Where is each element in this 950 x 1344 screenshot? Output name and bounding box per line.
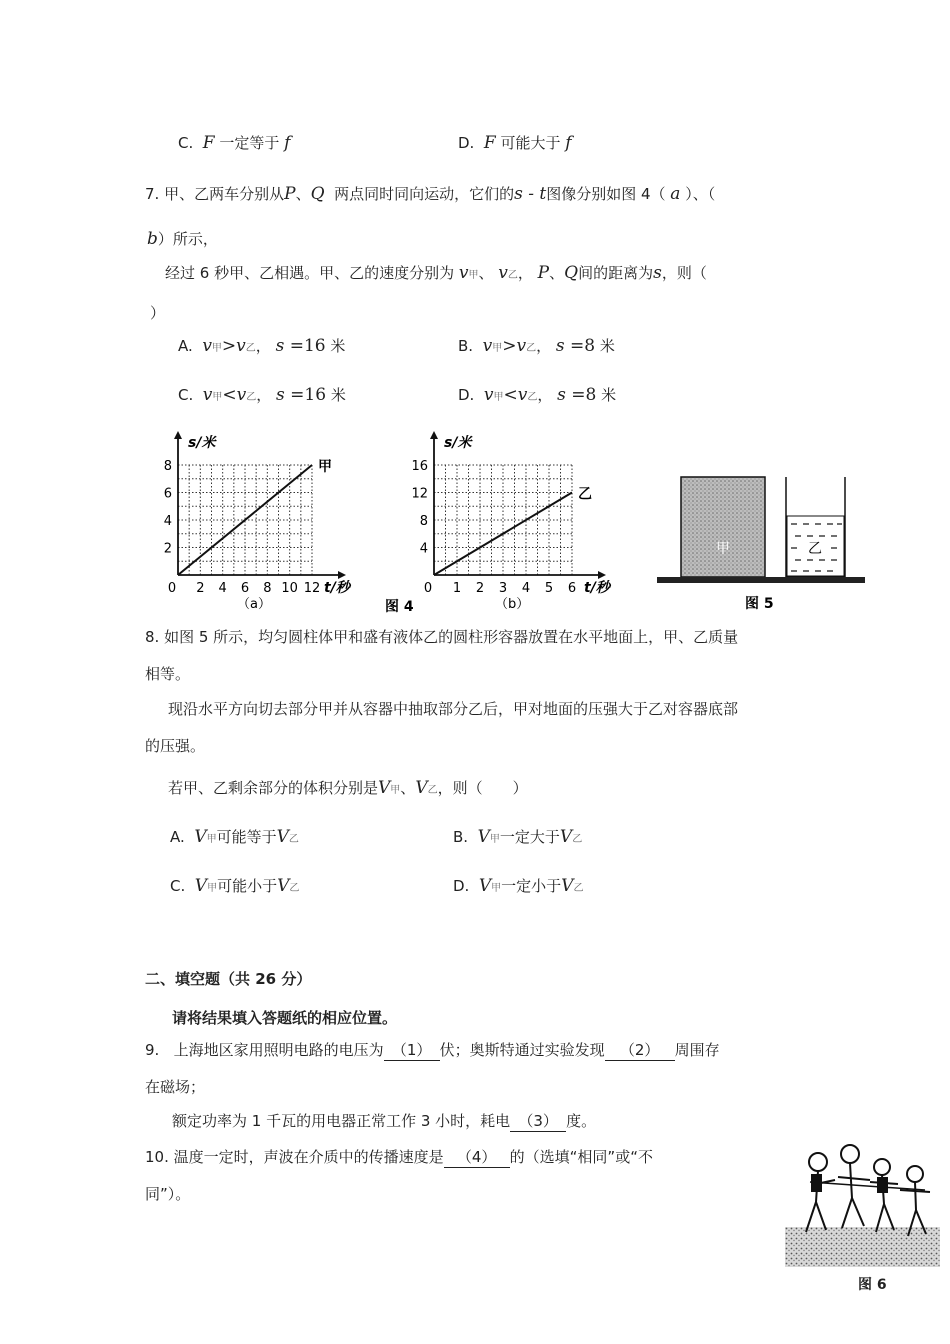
y-axis-label: s/米 (188, 435, 216, 451)
cylinder-jia (681, 477, 765, 577)
x-tick-label: 6 (240, 581, 250, 596)
cylinder-jia-label: 甲 (716, 541, 730, 557)
y-tick-label: 8 (419, 514, 428, 529)
sub-caption: （b） (495, 597, 530, 612)
value: 8 (585, 385, 597, 405)
math-Q: Q (310, 184, 325, 204)
question-number: 8. (145, 628, 160, 646)
x-axis-label: t/秒 (324, 580, 350, 596)
y-tick-label: 4 (419, 541, 428, 557)
subscript: 甲 (212, 392, 223, 403)
stem-text: 额定功率为 1 千瓦的用电器正常工作 3 小时，耗电 (172, 1112, 511, 1130)
math-V: V (378, 778, 391, 798)
math-a: a (670, 184, 681, 204)
stem-text: 如图 5 所示，均匀圆柱体甲和盛有液体乙的圆柱形容器放置在水平地面上，甲、乙质量 (164, 628, 739, 646)
y-tick-label: 4 (163, 514, 172, 529)
math-V: V (561, 876, 574, 896)
figure-5 (657, 477, 865, 612)
math-st: s - t (514, 184, 547, 204)
y-tick-label: 16 (411, 459, 428, 474)
math-f: f (284, 133, 291, 153)
math-v: v (202, 385, 213, 405)
question-number: 7. (145, 185, 160, 203)
x-tick-label: 6 (567, 581, 577, 596)
x-tick-label: 12 (303, 581, 321, 596)
subscript: 乙 (527, 392, 538, 403)
math-s-eq: s = (555, 336, 585, 356)
stem-text: 间的距离为 (578, 264, 654, 282)
x-tick-label: 10 (281, 581, 298, 596)
figure-5-caption: 图 5 (745, 596, 774, 612)
subscript: 乙 (427, 785, 438, 796)
subscript: 乙 (288, 834, 299, 845)
answer-blank-3[interactable]: （3） (510, 1110, 566, 1132)
option-label: A. (170, 828, 185, 846)
math-s-eq: s = (557, 385, 586, 405)
stem-text: 的（选填“相同”或“不 (509, 1148, 653, 1166)
subscript: 甲 (489, 834, 500, 845)
math-v: v (483, 385, 494, 405)
series-label: 甲 (318, 459, 332, 475)
y-axis-arrow (430, 431, 438, 439)
subscript: 甲 (492, 343, 503, 354)
stem-text: 甲、乙两车分别从 (164, 185, 285, 203)
series-label: 乙 (578, 486, 592, 503)
subscript: 甲 (206, 834, 217, 845)
figure-6-caption: 图 6 (858, 1277, 887, 1293)
q8-stem-line3: 现沿水平方向切去部分甲并从容器中抽取部分乙后，甲对地面的压强大于乙对容器底部 (168, 700, 739, 718)
option-label: D. (453, 877, 470, 895)
subscript: 甲 (468, 270, 479, 281)
subscript: 乙 (573, 883, 584, 894)
math-s-eq: s = (275, 336, 304, 356)
y-tick-label: 12 (411, 486, 428, 502)
subscript: 乙 (526, 343, 537, 354)
subscript: 乙 (245, 343, 256, 354)
subscript: 乙 (246, 392, 257, 403)
q7-option-b: B. v甲>v乙， s =8 米 (458, 336, 615, 356)
q8-option-d (453, 875, 583, 896)
relation: < (222, 385, 237, 405)
x-tick-label: 5 (544, 581, 554, 596)
q9-line1 (145, 1039, 720, 1061)
x-axis-arrow (338, 571, 346, 579)
sep: 、 (478, 264, 494, 282)
math-V: V (194, 876, 208, 896)
q7-stem-line3: 经过 6 秒甲、乙相遇。甲、乙的速度分别为 v甲、 v乙， P、Q间的距离为s，则（ (165, 263, 707, 283)
sep: 、 (549, 264, 565, 282)
option-label: D. (458, 134, 475, 152)
q8-option-b (453, 826, 582, 847)
ground-hatch (785, 1227, 940, 1267)
math-F: F (202, 133, 215, 153)
option-text: 一定小于 (501, 877, 562, 895)
math-v: v (482, 336, 493, 356)
q8-stem-line4: 的压强。 (145, 737, 206, 755)
subscript: 甲 (211, 343, 222, 354)
value: 16 (303, 336, 326, 356)
option-label: C. (178, 134, 194, 152)
option-text: 一定大于 (499, 828, 560, 846)
math-V: V (276, 827, 289, 847)
math-s-eq: s = (276, 385, 305, 405)
x-tick-label: 2 (475, 581, 485, 596)
math-v: v (236, 385, 247, 405)
math-P: P (284, 184, 296, 204)
subscript: 乙 (572, 834, 583, 845)
stem-text: ）所示， (157, 230, 218, 248)
subscript: 甲 (390, 785, 401, 796)
math-V: V (194, 827, 207, 847)
q8-stem-line5 (168, 777, 528, 798)
x-tick-label: 1 (452, 581, 462, 596)
y-axis-arrow (174, 431, 182, 439)
math-v: v (516, 336, 527, 356)
subscript: 乙 (507, 270, 518, 281)
x-axis-label: t/秒 (584, 580, 610, 596)
q8-stem-line2: 相等。 (145, 665, 191, 683)
x-axis-arrow (598, 571, 606, 579)
unit: 米 (599, 337, 615, 355)
option-label: B. (453, 828, 469, 846)
option-text: 一定等于 (219, 134, 280, 152)
y-tick-label: 2 (163, 541, 172, 557)
q7-option-a: A. v甲>v乙， s =16 米 (178, 336, 346, 356)
q8-stem-line1 (145, 626, 738, 647)
q7-option-c: C. v甲<v乙， s =16 米 (178, 385, 346, 405)
relation: > (502, 336, 517, 356)
y-axis-label: s/米 (444, 435, 472, 451)
subscript: 甲 (207, 883, 218, 894)
math-v: v (202, 336, 212, 356)
x-tick-label: 4 (521, 581, 531, 596)
figure-4-caption: 图 4 (385, 599, 414, 615)
stem-text: 伏；奥斯特通过实验发现 (439, 1041, 605, 1059)
math-v: v (517, 385, 528, 405)
math-s: s (653, 263, 662, 283)
math-V: V (559, 827, 573, 847)
y-tick-label: 8 (163, 459, 172, 474)
section-2-instruction: 请将结果填入答题纸的相应位置。 (172, 1009, 398, 1027)
figure-6 (780, 1132, 945, 1297)
ground (657, 577, 865, 583)
x-tick-label: 3 (498, 581, 508, 596)
q9-line3 (172, 1110, 596, 1132)
q10-line2: 同”）。 (145, 1185, 191, 1203)
math-P: P (537, 263, 550, 283)
math-F: F (483, 133, 496, 153)
x-tick-label: 8 (263, 581, 272, 596)
subscript: 甲 (493, 392, 504, 403)
children-tug-of-war-illustration (806, 1145, 930, 1236)
stem-text: 度。 (566, 1112, 597, 1130)
stem-text: 上海地区家用照明电路的电压为 (173, 1041, 384, 1059)
stem-text: ）、（ (685, 185, 716, 203)
stem-text: 两点同时同向运动，它们的 (334, 185, 515, 203)
q8-option-a (170, 826, 299, 847)
stem-text: 周围存 (674, 1041, 720, 1059)
math-b: b (147, 229, 158, 249)
stem-text: 图像分别如图 4（ (546, 185, 666, 203)
q10-line1 (145, 1146, 653, 1168)
unit: 米 (330, 386, 346, 404)
sep: 、 (400, 779, 416, 797)
x-tick-label: 4 (218, 581, 227, 596)
chart-b (411, 431, 612, 612)
container-yi-label: 乙 (808, 541, 822, 557)
option-text: 可能等于 (216, 828, 277, 846)
value: 16 (304, 385, 327, 405)
subscript: 乙 (289, 883, 300, 894)
math-V: V (277, 876, 290, 896)
sep: 、 (295, 185, 311, 203)
answer-blank-2[interactable]: （2） (605, 1039, 675, 1061)
answer-blank-4[interactable]: （4） (444, 1146, 510, 1168)
stem-text: 温度一定时，声波在介质中的传播速度是 (173, 1148, 444, 1166)
option-text: 可能大于 (500, 134, 561, 152)
math-v: v (498, 263, 508, 283)
option-label: D. (458, 386, 475, 404)
x-tick-label: 0 (167, 581, 177, 596)
series-line (178, 465, 312, 575)
option-label: C. (170, 877, 186, 895)
section-2-title: 二、填空题（共 26 分） (145, 970, 312, 988)
option-label: A. (178, 337, 193, 355)
option-text: 可能小于 (217, 877, 278, 895)
math-v: v (236, 336, 246, 356)
question-number: 10. (145, 1148, 169, 1166)
math-V: V (477, 827, 490, 847)
stem-text: ，则（ ） (437, 779, 528, 797)
stem-text: 若甲、乙剩余部分的体积分别是 (168, 779, 379, 797)
math-f: f (565, 133, 572, 153)
math-V: V (478, 876, 492, 896)
math-v: v (458, 263, 469, 283)
math-V: V (415, 778, 428, 798)
q7-option-d: D. v甲<v乙， s =8 米 (458, 385, 617, 405)
unit: 米 (330, 337, 346, 355)
subscript: 甲 (491, 883, 502, 894)
q7-stem-close: ） (150, 304, 166, 322)
y-tick-label: 6 (163, 486, 172, 502)
relation: > (221, 336, 237, 356)
q9-line2: 在磁场； (145, 1078, 206, 1096)
value: 8 (584, 336, 596, 356)
q8-option-c (170, 875, 299, 896)
answer-blank-1[interactable]: （1） (384, 1039, 440, 1061)
relation: < (503, 385, 518, 405)
option-label: B. (458, 337, 474, 355)
x-tick-label: 2 (196, 581, 205, 596)
question-number: 9. (145, 1041, 160, 1059)
sub-caption: （a） (237, 597, 271, 612)
unit: 米 (601, 386, 617, 404)
option-label: C. (178, 386, 194, 404)
x-tick-label: 0 (423, 581, 433, 596)
stem-text: 经过 6 秒甲、乙相遇。甲、乙的速度分别为 (165, 264, 455, 282)
stem-text: ，则（ (661, 264, 707, 282)
chart-a (164, 431, 353, 612)
figure-4 (0, 0, 950, 640)
math-Q: Q (564, 263, 579, 283)
